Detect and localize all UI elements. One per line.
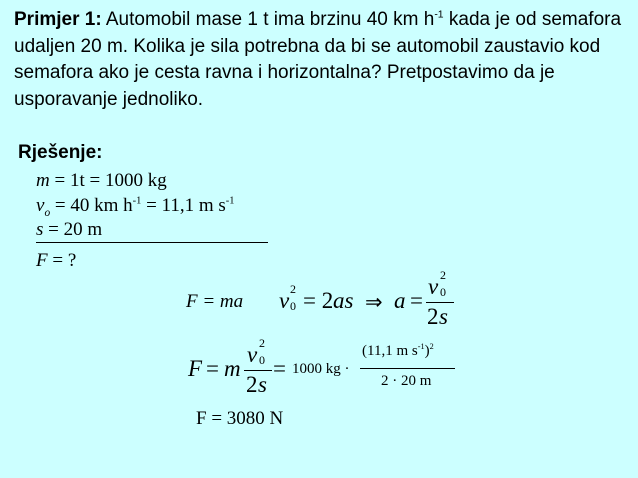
fraction-bar-value	[360, 368, 455, 369]
v0-3-sq: 2	[259, 336, 265, 350]
mass-factor: 1000 kg ·	[292, 361, 350, 377]
v0-3: v	[247, 342, 258, 367]
var-m-2: m	[224, 356, 241, 381]
den-2-f: 2	[246, 372, 258, 397]
eq-F: =	[206, 356, 219, 381]
v0-1: v	[279, 288, 290, 313]
eq-2as-var: as	[333, 288, 354, 313]
problem-text-1: Automobil mase 1 t ima brzinu 40 km h	[101, 9, 435, 30]
velocity-exp-1: -1	[132, 195, 142, 207]
var-s: s	[36, 219, 44, 240]
velocity-value-2: = 11,1 m s	[141, 195, 226, 216]
var-m: m	[36, 170, 50, 191]
var-a: a	[394, 288, 406, 313]
numerator-sq: 2	[429, 342, 434, 351]
numerator-close: )	[424, 343, 430, 359]
given-mass	[36, 170, 167, 192]
fraction-bar-f	[244, 370, 272, 371]
unknown-force	[36, 250, 76, 272]
solution-heading: Rješenje:	[18, 142, 103, 163]
numerator-exp: -1	[417, 342, 425, 351]
den-s: s	[439, 304, 448, 329]
unknown-value: = ?	[47, 250, 77, 271]
var-v: v	[36, 195, 45, 216]
v0-2-sq: 2	[440, 268, 446, 282]
problem-label: Primjer 1:	[14, 9, 102, 30]
var-v-sub: o	[44, 206, 51, 219]
den-2: 2	[427, 304, 439, 329]
numerator-value: (11,1 m s	[362, 343, 418, 359]
result: F = 3080 N	[196, 408, 284, 429]
distance-value: = 20 m	[43, 219, 103, 240]
numerator	[362, 343, 434, 360]
denominator: 2 · 20 m	[381, 373, 432, 389]
given-separator	[36, 242, 268, 243]
v0-1-sq: 2	[290, 282, 296, 296]
velocity-value-1: = 40 km h	[50, 195, 133, 216]
eq-a: =	[410, 288, 423, 313]
den-s-f: s	[258, 372, 267, 397]
var-F-2: F	[188, 356, 203, 381]
implies-symbol: ⇒	[365, 290, 383, 314]
v0-1-sub: 0	[290, 299, 296, 313]
v0-2-sub: 0	[440, 285, 446, 299]
problem-exponent: -1	[434, 9, 444, 21]
problem-statement	[14, 7, 629, 113]
formula-f-ma: F = ma	[186, 291, 244, 312]
given-velocity	[36, 195, 234, 217]
eq-F-2: =	[273, 356, 286, 381]
velocity-exp-2: -1	[225, 195, 235, 207]
mass-value: = 1t = 1000 kg	[49, 170, 167, 191]
problem-text-2: kada je od semafora udaljen 20 m. Kolika je sila potrebna da bi se automobil zaustavio kod semafora ako je cesta ravna i horizontalna? Pretpostavimo da je usporavanje jednoliko.	[14, 9, 622, 110]
eq-2as-prefix: = 2	[303, 288, 334, 313]
given-distance	[36, 219, 102, 241]
v0-3-sub: 0	[259, 353, 265, 367]
fraction-bar-a	[426, 302, 454, 303]
v0-2: v	[428, 274, 439, 299]
var-F: F	[36, 250, 48, 271]
